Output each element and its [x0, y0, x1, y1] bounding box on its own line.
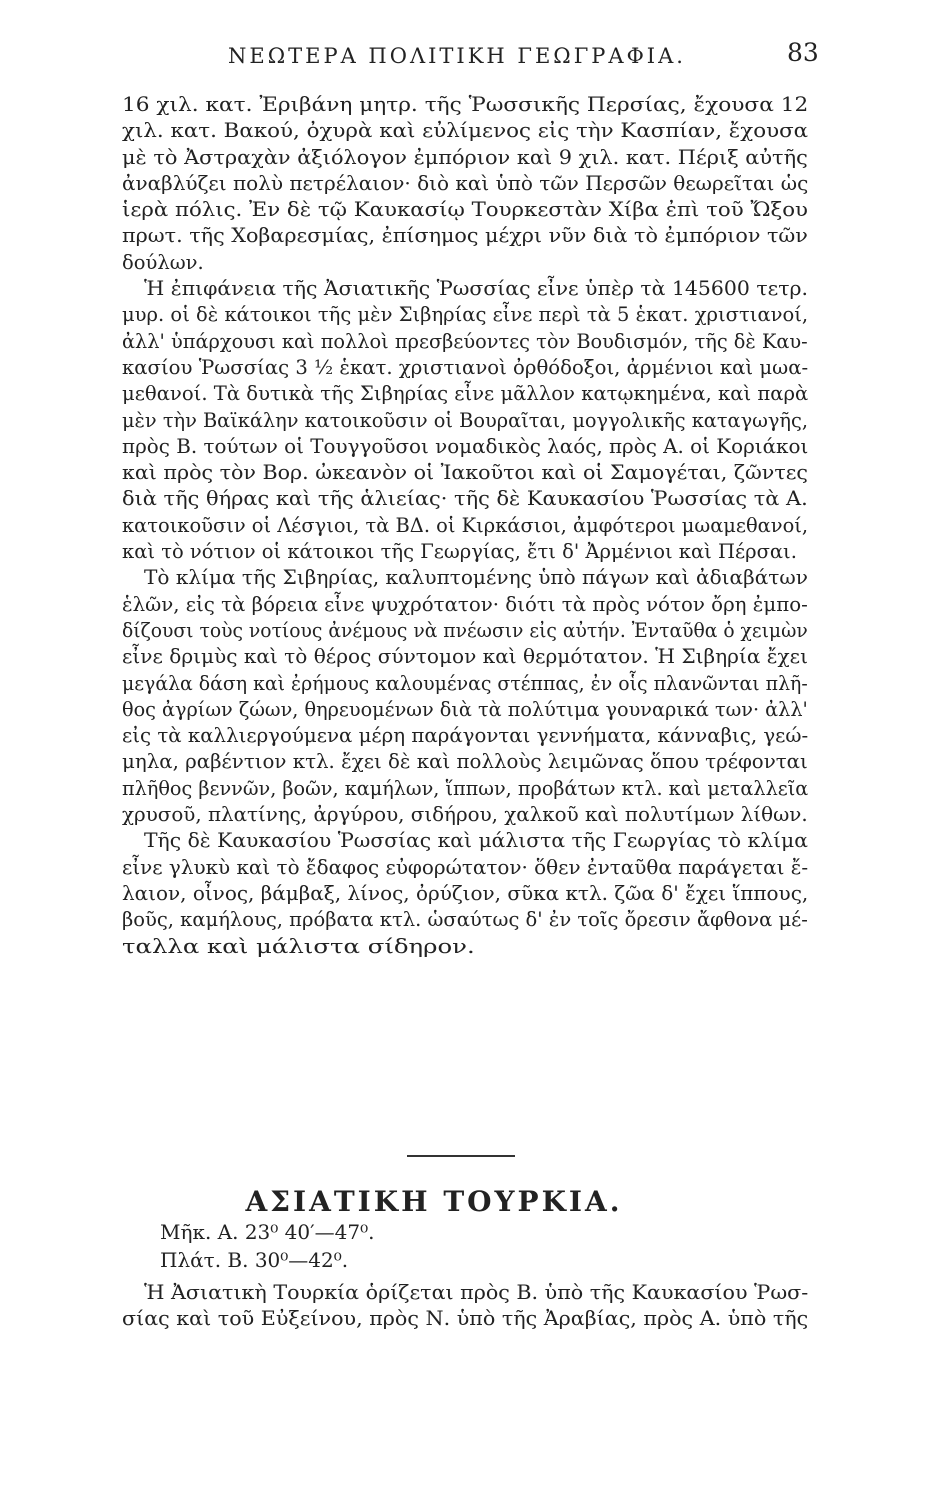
text-line: [122, 592, 808, 618]
main-text: [122, 92, 808, 960]
text-line: [122, 250, 808, 276]
text-line-content: διὰ τῆς θήρας καὶ τῆς ἁλιείας· τῆς δὲ Καυκασίου Ῥωσσίας τὰ Α.: [122, 487, 808, 511]
text-line: [122, 486, 808, 512]
text-line: [122, 802, 808, 828]
text-line-content: μυρ. οἱ δὲ κάτοικοι τῆς μὲν Σιβηρίας εἶνε περὶ τὰ 5 ἑκατ. χριστιανοί,: [122, 303, 809, 327]
text-line-content: πρὸς Β. τούτων οἱ Τουγγοῦσοι νομαδικὸς λαός, πρὸς Α. οἱ Κοριάκοι: [122, 434, 809, 458]
text-line: [122, 118, 808, 144]
text-line: [122, 434, 808, 460]
text-line-content: ἀλλ' ὑπάρχουσι καὶ πολλοὶ πρεσβεύοντες τὸν Βουδισμόν, τῆς δὲ Καυ-: [122, 329, 808, 353]
section-text: [122, 1280, 808, 1333]
text-line: [122, 381, 808, 407]
text-line: [122, 513, 808, 539]
text-line: [122, 618, 808, 644]
text-line-content: Τὸ κλίμα τῆς Σιβηρίας, καλυπτομένης ὑπὸ πάγων καὶ ἀδιαβάτων: [144, 566, 808, 590]
text-line: [122, 329, 808, 355]
text-line: [122, 776, 808, 802]
text-line: [122, 855, 808, 881]
text-line-content: δίζουσι τοὺς νοτίους ἀνέμους νὰ πνέωσιν εἰς αὐτήν. Ἐνταῦθα ὁ χειμὼν: [122, 618, 808, 642]
text-line-content: 16 χιλ. κατ. Ἐριβάνη μητρ. τῆς Ῥωσσικῆς Περσίας, ἔχουσα 12: [122, 93, 809, 116]
text-line: [122, 171, 808, 197]
text-line-content: εἶνε δριμὺς καὶ τὸ θέρος σύντομον καὶ θερμότατον. Ἡ Σιβηρία ἔχει: [122, 645, 808, 669]
running-title: ΝΕΩΤΕΡΑ ΠΟΛΙΤΙΚΗ ΓΕΩΓΡΑΦΙΑ.: [228, 44, 686, 68]
text-line-content: Τῆς δὲ Καυκασίου Ῥωσσίας καὶ μάλιστα τῆς Γεωργίας τὸ κλίμα: [144, 829, 808, 853]
text-line-content: βοῦς, καμήλους, πρόβατα κτλ. ὡσαύτως δ' ἐν τοῖς ὄρεσιν ἄφθονα μέ-: [122, 908, 808, 932]
section-divider: [407, 1155, 515, 1157]
text-line-content: κασίου Ῥωσσίας 3 ½ ἑκατ. χριστιανοὶ ὀρθόδοξοι, ἀρμένιοι καὶ μωα-: [122, 355, 809, 379]
text-line: [122, 355, 808, 381]
text-line-content: ταλλα καὶ μάλιστα σίδηρον.: [122, 934, 475, 958]
text-line: [122, 697, 808, 723]
text-line: [122, 723, 808, 749]
text-line: [122, 671, 808, 697]
text-line-content: θος ἀγρίων ζώων, θηρευομένων διὰ τὰ πολύτιμα γουναρικά των· ἀλλ': [122, 697, 808, 721]
latitude-line: Πλάτ. Β. 30⁰—42⁰.: [160, 1248, 349, 1272]
text-line-content: μεθανοί. Τὰ δυτικὰ τῆς Σιβηρίας εἶνε μᾶλλον κατῳκημένα, καὶ παρὰ: [122, 382, 809, 406]
text-line-content: χρυσοῦ, πλατίνης, ἀργύρου, σιδήρου, χαλκοῦ καὶ πολυτίμων λίθων.: [122, 803, 808, 827]
text-line: [122, 302, 808, 328]
text-line: [122, 460, 808, 486]
longitude-line: Μῆκ. Α. 23⁰ 40′—47⁰.: [160, 1220, 375, 1244]
text-line: [122, 565, 808, 591]
text-line: [122, 408, 808, 434]
text-line-content: Ἡ ἐπιφάνεια τῆς Ἀσιατικῆς Ῥωσσίας εἶνε ὑπὲρ τὰ 145600 τετρ.: [144, 277, 808, 301]
text-line: [122, 92, 808, 118]
text-line: [122, 828, 808, 854]
text-line: [122, 881, 808, 907]
text-line-content: κατοικοῦσιν οἱ Λέσγιοι, τὰ ΒΔ. οἱ Κιρκάσιοι, ἀμφότεροι μωαμεθανοί,: [122, 513, 809, 537]
text-line-content: Ἡ Ἀσιατικὴ Τουρκία ὁρίζεται πρὸς Β. ὑπὸ τῆς Καυκασίου Ῥωσ-: [144, 1281, 809, 1304]
text-line-content: καὶ πρὸς τὸν Βορ. ὠκεανὸν οἱ Ἰακοῦτοι καὶ οἱ Σαμογέται, ζῶντες: [122, 461, 808, 485]
text-line-content: ἱερὰ πόλις. Ἐν δὲ τῷ Καυκασίῳ Τουρκεστὰν Χίβα ἐπὶ τοῦ Ὤξου: [122, 198, 809, 222]
text-line-content: ἀναβλύζει πολὺ πετρέλαιον· διὸ καὶ ὑπὸ τῶν Περσῶν θεωρεῖται ὡς: [122, 171, 809, 195]
text-line: [122, 907, 808, 933]
text-line: [122, 276, 808, 302]
text-line-content: μὲ τὸ Ἀστραχὰν ἀξιόλογον ἐμπόριον καὶ 9 χιλ. κατ. Πέριξ αὐτῆς: [122, 145, 808, 169]
page-number: 83: [787, 38, 819, 67]
text-line-content: λαιον, οἶνος, βάμβαξ, λίνος, ὀρύζιον, σῦκα κτλ. ζῶα δ' ἔχει ἵππους,: [122, 881, 809, 905]
text-line-content: μὲν τὴν Βαϊκάλην κατοικοῦσιν οἱ Βουραῖται, μογγολικῆς καταγωγῆς,: [122, 408, 808, 432]
text-line-content: πρωτ. τῆς Χοβαρεσμίας, ἐπίσημος μέχρι νῦν διὰ τὸ ἐμπόριον τῶν: [122, 224, 808, 248]
text-line: [122, 197, 808, 223]
text-line-content: καὶ τὸ νότιον οἱ κάτοικοι τῆς Γεωργίας, ἔτι δ' Ἀρμένιοι καὶ Πέρσαι.: [122, 540, 797, 564]
text-line-content: ἑλῶν, εἰς τὰ βόρεια εἶνε ψυχρότατον· διότι τὰ πρὸς νότον ὄρη ἐμπο-: [122, 592, 808, 616]
text-line: [122, 934, 808, 960]
text-line-content: πλῆθος βεννῶν, βοῶν, καμήλων, ἵππων, προβάτων κτλ. καὶ μεταλλεῖα: [122, 776, 809, 800]
text-line-content: σίας καὶ τοῦ Εὐξείνου, πρὸς Ν. ὑπὸ τῆς Ἀραβίας, πρὸς Α. ὑπὸ τῆς: [122, 1307, 809, 1331]
text-line-content: δούλων.: [122, 250, 204, 274]
text-line: [122, 539, 808, 565]
text-line: [122, 644, 808, 670]
text-line-content: μηλα, ραβέντιον κτλ. ἔχει δὲ καὶ πολλοὺς λειμῶνας ὅπου τρέφονται: [122, 750, 808, 774]
text-line-content: εἶνε γλυκὺ καὶ τὸ ἔδαφος εὐφορώτατον· ὅθεν ἐνταῦθα παράγεται ἔ-: [122, 855, 809, 879]
text-line: [122, 145, 808, 171]
text-line: [122, 1306, 808, 1332]
text-line-content: εἰς τὰ καλλιεργούμενα μέρη παράγονται γεννήματα, κάνναβις, γεώ-: [122, 724, 809, 748]
section-heading: ΑΣΙΑΤΙΚΗ ΤΟΥΡΚΙΑ.: [245, 1185, 623, 1218]
text-line: [122, 1280, 808, 1306]
text-line-content: μεγάλα δάση καὶ ἐρήμους καλουμένας στέππας, ἐν οἷς πλανῶνται πλῆ-: [122, 671, 808, 695]
text-line-content: χιλ. κατ. Βακού, ὀχυρὰ καὶ εὐλίμενος εἰς τὴν Κασπίαν, ἔχουσα: [122, 119, 809, 143]
text-line: [122, 223, 808, 249]
text-line: [122, 749, 808, 775]
